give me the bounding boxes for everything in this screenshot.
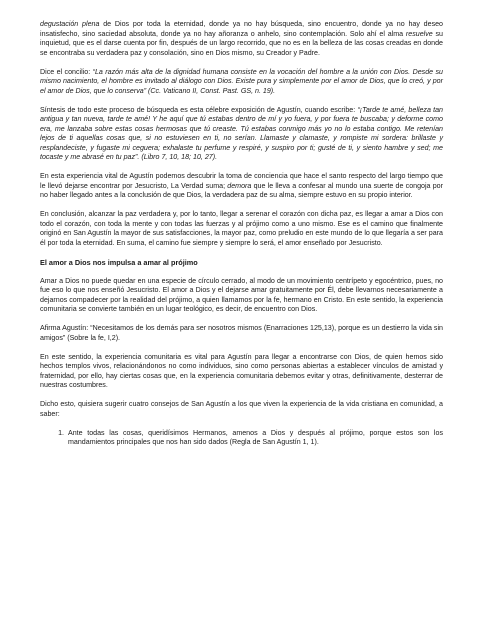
section-heading: El amor a Dios nos impulsa a amar al prójimo [40, 257, 198, 267]
paragraph-4 [40, 172, 443, 201]
paragraph-5: En conclusión, alcanzar la paz verdadera y, por lo tanto, llegar a serenar el corazón con dicha paz, es llegar a amar a Dios con todo el corazón, con toda la mente y con todas las fuerzas y al prójimo como a uno mismo. Ese es el camino que finalmente originó en San Agustín la mayor de sus satisfacciones, la mayor paz, como preludio en este mundo de lo que llegaría a ser para él por toda la eternidad. En suma, el camino fue siempre y siempre lo será, el amor enseñado por Jesucristo. [40, 210, 443, 247]
paragraph-8: En este sentido, la experiencia comunitaria es vital para Agustín para llegar a encontrarse con Dios, de quien hemos sido hechos templos vivos, relacionándonos no como individuos, sino como personas abiertas a establecer vínculos de amistad y fraternidad, por ello, hay ciertas cosas que, en la experiencia comunitaria debemos evitar y otras, definitivamente, desterrar de nuestras costumbres. [40, 352, 443, 389]
text: que le lleva a confesar al mundo una suerte de congoja por no haber llegado antes a la conclusión de que Dios, la verdadera paz de su alma, siempre estuvo en su propio interior. [40, 181, 443, 199]
list-item: 1. Ante todas las cosas, queridísimos Hermanos, amenos a Dios y después al prójimo, porque estos son los mandamientos principales que nos han sido dados (Regla de San Agustín 1, 1). [66, 429, 443, 448]
paragraph-3 [40, 106, 443, 163]
paragraph-7: Afirma Agustín: “Necesitamos de los demás para ser nosotros mismos (Enarraciones 125,13), porque es un destierro la vida sin amigos” (Sobre la fe, I,2). [40, 324, 443, 342]
emphasis: demora [227, 181, 252, 190]
document-page [40, 20, 443, 448]
text: de Dios por toda la eternidad, donde ya no hay búsqueda, sino encuentro, donde ya no hay deseo insatisfecho, sino saciedad absoluta, donde ya no hay añoranza o anhelo, sino contemplación. Solo ahí el alma [40, 20, 444, 38]
text: Dice el concilio: [40, 67, 93, 76]
paragraph-9: Dicho esto, quisiera sugerir cuatro consejos de San Agustín a los que viven la experiencia de la vida cristiana en comunidad, a saber: [40, 400, 443, 418]
text: Síntesis de todo este proceso de búsqueda es esta célebre exposición de Agustín, cuando escribe: [40, 105, 358, 114]
confessions-quote: “¡Tarde te amé, belleza tan antigua y tan nueva, tarde te amé! Y he aquí que tú estabas dentro de mí y yo fuera, y por fuera te buscaba; y deforme como era, me lanzaba sobre estas cosas hermosas que tú creaste. Tú estabas conmigo más yo no lo estaba contigo. Me retenían lejos de ti aquellas cosas que, si no estuviesen en ti, no serían. Llamaste y clamaste, y rompiste mi sordera: brillaste y resplandeciste, y fugaste mi ceguera; exhalaste tu perfume y respiré, y suspiro por ti; gusté de ti, y siento hambre y sed; me tocaste y me abrasé en tu paz”. [40, 105, 443, 161]
paragraph-2 [40, 68, 443, 97]
text: su inquietud, que es el darse cuenta por fin, después de un largo recorrido, que no es en la belleza de las cosas creadas en donde se encontraba su verdadera paz y consolación, sino en Dios mismo, su Creador y Padre. [40, 29, 443, 57]
paragraph-6: Amar a Dios no puede quedar en una especie de círculo cerrado, al modo de un movimiento centrípeto y egocéntrico, pues, no fue eso lo que nos enseñó Jesucristo. El amor a Dios y el dejarse amar gratuitamente por Él, debe llevarnos necesariamente a dejarnos compadecer por la realidad del prójimo, a quien llamamos por la fe, hermano en Cristo. En este sentido, la experiencia comunitaria se convierte también en un lugar teológico, es decir, de encuentro con Dios. [40, 276, 443, 313]
paragraph-1 [40, 20, 443, 58]
text: En esta experiencia vital de Agustín podemos descubrir la toma de conciencia que hace el santo respecto del largo tiempo que le llevó dejarse encontrar por Jesucristo, La Verdad suma; [40, 172, 443, 190]
citation: (Libro 7, 10, 18; 10, 27). [139, 153, 218, 161]
emphasis: degustación plena [40, 20, 100, 28]
council-quote: “La razón más alta de la dignidad humana consiste en la vocación del hombre a la unión con Dios. Desde su mismo nacimiento, el hombre es invitado al diálogo con Dios. Existe pura y simplemente por el amor de Dios, que lo creó, y por el amor de Dios, que lo conserva” (Cc. Vaticano II, Const. Past. GS, n. 19). [40, 67, 443, 95]
emphasis: resuelve [405, 29, 433, 38]
advice-list [40, 429, 443, 448]
